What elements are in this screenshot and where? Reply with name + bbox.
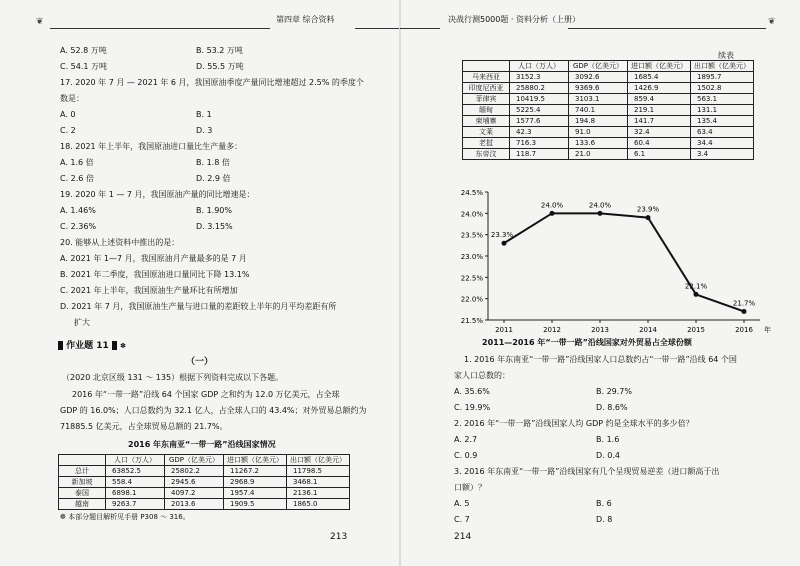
option-1d: D. 8.6% [596, 403, 628, 412]
table-cell: 5225.4 [510, 105, 569, 116]
table-title: 2016 年东南亚“一带一路”沿线国家情况 [128, 440, 276, 449]
table-cell: 133.6 [569, 138, 628, 149]
data-point [502, 241, 507, 246]
table-cell: 63852.5 [106, 466, 165, 477]
table-row [59, 477, 350, 488]
table-cell: 194.8 [569, 116, 628, 127]
table-header-row [463, 61, 754, 72]
question-3-cont: 口额）？ [454, 483, 486, 492]
data-label: 23.3% [490, 231, 514, 240]
x-tick-label: 2014 [639, 326, 657, 334]
table-cell: 25880.2 [510, 83, 569, 94]
table-cell: 6898.1 [106, 488, 165, 499]
header-ornament-icon: ❦ [36, 17, 44, 27]
option-1c: C. 19.9% [454, 403, 491, 412]
table-cell: 859.4 [628, 94, 691, 105]
option-17a: A. 0 [60, 110, 76, 119]
header-book-title: 决战行测5000题 · 资料分析（上册） [448, 15, 580, 24]
section-title: 作业题 11 [66, 341, 109, 351]
table-cell: 25802.2 [165, 466, 224, 477]
option-19b: B. 1.90% [196, 206, 232, 215]
option-2c: C. 0.9 [454, 451, 478, 460]
table-row-label: 东帝汶 [463, 149, 510, 160]
table-row-label: 菲律宾 [463, 94, 510, 105]
paragraph-line-3: 71885.5 亿美元，占全球贸易总额的 21.7%。 [60, 422, 228, 431]
x-tick-label: 2012 [543, 326, 561, 334]
country-data-table [58, 454, 350, 510]
table-header-cell [59, 455, 106, 466]
data-point [550, 211, 555, 216]
header-ornament-icon-right: ❦ [768, 17, 776, 27]
option-2a: A. 2.7 [454, 435, 478, 444]
y-tick-label: 22.5% [460, 274, 483, 283]
table-cell: 558.4 [106, 477, 165, 488]
x-tick-label: 2013 [591, 326, 609, 334]
header-chapter: 第四章 综合资料 [276, 15, 335, 24]
question-2: 2. 2016 年“一带一路”沿线国家人均 GDP 约是全球水平的多少倍？ [454, 419, 694, 428]
table-cell: 10419.5 [510, 94, 569, 105]
data-label: 23.9% [636, 205, 660, 214]
option-20c: C. 2021 年上半年，我国原油生产量环比有所增加 [60, 286, 238, 295]
option-20d-cont: 扩大 [74, 318, 90, 327]
question-20: 20. 能够从上述资料中推出的是： [60, 238, 180, 247]
option-18d: D. 2.9 倍 [196, 174, 231, 183]
option-3d: D. 8 [596, 515, 613, 524]
table-cell: 2968.9 [224, 477, 287, 488]
table-cell: 3092.6 [569, 72, 628, 83]
table-row-label: 柬埔寨 [463, 116, 510, 127]
subsection-label: （一） [186, 357, 214, 367]
section-heading [58, 341, 126, 351]
table-header-cell: 出口额（亿美元） [287, 455, 350, 466]
option-20b: B. 2021 年二季度，我国原油进口量同比下降 13.1% [60, 270, 250, 279]
option-17b: B. 1 [196, 110, 212, 119]
continued-label: 续表 [718, 51, 734, 60]
table-row [463, 72, 754, 83]
data-label: 24.0% [588, 201, 612, 210]
header-rule-left [50, 28, 270, 29]
option-3c: C. 7 [454, 515, 470, 524]
question-17-cont: 数是： [60, 94, 84, 103]
table-cell: 34.4 [691, 138, 754, 149]
table-cell: 1685.4 [628, 72, 691, 83]
question-1-cont: 家人口总数的： [454, 371, 510, 380]
table-cell: 9263.7 [106, 499, 165, 510]
option-2d: D. 0.4 [596, 451, 620, 460]
chart-title: 2011—2016 年“一带一路”沿线国家对外贸易占全球份额 [482, 338, 692, 347]
question-3: 3. 2016 年东南亚“一带一路”沿线国家有几个呈现贸易逆差（进口额高于出 [454, 467, 720, 476]
table-row [463, 94, 754, 105]
table-cell: 3468.1 [287, 477, 350, 488]
table-cell: 1426.9 [628, 83, 691, 94]
table-cell: 1909.5 [224, 499, 287, 510]
table-row [59, 488, 350, 499]
table-cell: 3.4 [691, 149, 754, 160]
question-17: 17. 2020 年 7 月 — 2021 年 6 月，我国原油季度产量同比增速超过 2.5% 的季度个 [60, 78, 364, 87]
option-20a: A. 2021 年 1—7 月，我国原油月产量最多的是 7 月 [60, 254, 247, 263]
paragraph-line-1: 2016 年“一带一路”沿线 64 个国家 GDP 之和约为 12.0 万亿美元，占全球 [72, 390, 340, 399]
table-header-cell: 进口额（亿美元） [224, 455, 287, 466]
option-16c: C. 54.1 万吨 [60, 62, 108, 71]
option-3b: B. 6 [596, 499, 612, 508]
table-cell: 32.4 [628, 127, 691, 138]
footnote: ❁ 本部分题目解析见手册 P308 ～ 316。 [60, 513, 190, 521]
y-tick-label: 21.5% [460, 317, 483, 325]
option-3a: A. 5 [454, 499, 470, 508]
table-header-cell: GDP（亿美元） [165, 455, 224, 466]
question-18: 18. 2021 年上半年，我国原油进口量比生产量多： [60, 142, 243, 151]
table-row [463, 127, 754, 138]
table-row-label: 老挝 [463, 138, 510, 149]
question-1: 1. 2016 年东南亚“一带一路”沿线国家人口总数约占“一带一路”沿线 64 个国 [464, 355, 737, 364]
table-cell: 1895.7 [691, 72, 754, 83]
option-16a: A. 52.8 万吨 [60, 46, 107, 55]
option-17d: D. 3 [196, 126, 213, 135]
data-label: 21.7% [732, 299, 756, 308]
table-cell: 3103.1 [569, 94, 628, 105]
table-header-row [59, 455, 350, 466]
y-tick-label: 22.0% [460, 295, 483, 304]
table-cell: 11798.5 [287, 466, 350, 477]
option-2b: B. 1.6 [596, 435, 620, 444]
table-row-label: 总计 [59, 466, 106, 477]
right-page [400, 0, 800, 566]
y-tick-label: 23.5% [460, 231, 483, 240]
option-18a: A. 1.6 倍 [60, 158, 94, 167]
y-tick-label: 24.0% [460, 210, 483, 219]
table-row [463, 105, 754, 116]
table-row [59, 466, 350, 477]
table-cell: 141.7 [628, 116, 691, 127]
option-19c: C. 2.36% [60, 222, 97, 231]
table-cell: 2013.6 [165, 499, 224, 510]
table-cell: 3152.3 [510, 72, 569, 83]
x-unit-label: 年 [764, 326, 771, 334]
table-row [463, 149, 754, 160]
data-label: 24.0% [540, 201, 564, 210]
table-cell: 6.1 [628, 149, 691, 160]
data-point [694, 292, 699, 297]
table-cell: 131.1 [691, 105, 754, 116]
data-point [598, 211, 603, 216]
y-tick-label: 24.5% [460, 189, 483, 197]
table-cell: 63.4 [691, 127, 754, 138]
table-cell: 135.4 [691, 116, 754, 127]
data-label: 22.1% [684, 282, 708, 291]
table-row-label: 泰国 [59, 488, 106, 499]
option-19a: A. 1.46% [60, 206, 96, 215]
table-cell: 2945.6 [165, 477, 224, 488]
table-cell: 118.7 [510, 149, 569, 160]
trade-share-line-chart [448, 186, 788, 334]
data-point [742, 309, 747, 314]
option-20d: D. 2021 年 7 月，我国原油生产量与进口量的差距较上半年的月平均差距有所 [60, 302, 337, 311]
table-cell: 740.1 [569, 105, 628, 116]
x-tick-label: 2016 [735, 326, 753, 334]
table-cell: 42.3 [510, 127, 569, 138]
page-number-right: 214 [454, 532, 472, 542]
table-row-label: 文莱 [463, 127, 510, 138]
table-cell: 219.1 [628, 105, 691, 116]
table-cell: 4097.2 [165, 488, 224, 499]
table-header-cell: 人口（万人） [106, 455, 165, 466]
section-mark-icon: ✽ [120, 342, 126, 350]
table-cell: 1577.6 [510, 116, 569, 127]
option-17c: C. 2 [60, 126, 76, 135]
table-header-cell: 出口额（亿美元） [691, 61, 754, 72]
table-cell: 563.1 [691, 94, 754, 105]
series-line [504, 213, 744, 311]
section-bar-icon-right [112, 341, 117, 350]
question-19: 19. 2020 年 1 — 7 月，我国原油产量的同比增速是： [60, 190, 255, 199]
table-row-label: 越南 [59, 499, 106, 510]
table-row [59, 499, 350, 510]
paragraph-line-2: GDP 的 16.0%；人口总数约为 32.1 亿人，占全球人口的 43.4%；对外贸易总额约为 [60, 406, 367, 415]
table-cell: 21.0 [569, 149, 628, 160]
table-cell: 716.3 [510, 138, 569, 149]
table-header-cell: 人口（万人） [510, 61, 569, 72]
table-header-cell: GDP（亿美元） [569, 61, 628, 72]
table-row-label: 缅甸 [463, 105, 510, 116]
table-cell: 9369.6 [569, 83, 628, 94]
page-number-left: 213 [330, 532, 348, 542]
table-header-cell: 进口额（亿美元） [628, 61, 691, 72]
table-header-cell [463, 61, 510, 72]
table-row-label: 马来西亚 [463, 72, 510, 83]
table-cell: 1502.8 [691, 83, 754, 94]
option-1b: B. 29.7% [596, 387, 632, 396]
section-bar-icon [58, 341, 63, 350]
option-1a: A. 35.6% [454, 387, 490, 396]
table-cell: 1865.0 [287, 499, 350, 510]
table-row-label: 印度尼西亚 [463, 83, 510, 94]
intro-text: （2020 北京区级 131 ～ 135）根据下列资料完成以下各题。 [62, 373, 284, 382]
option-19d: D. 3.15% [196, 222, 233, 231]
table-cell: 11267.2 [224, 466, 287, 477]
country-data-table-continued [462, 60, 754, 160]
table-row [463, 116, 754, 127]
x-tick-label: 2015 [687, 326, 705, 334]
table-cell: 91.0 [569, 127, 628, 138]
table-cell: 60.4 [628, 138, 691, 149]
y-tick-label: 23.0% [460, 253, 483, 261]
table-row [463, 138, 754, 149]
option-18c: C. 2.6 倍 [60, 174, 94, 183]
option-16b: B. 53.2 万吨 [196, 46, 243, 55]
table-cell: 2136.1 [287, 488, 350, 499]
table-cell: 1957.4 [224, 488, 287, 499]
table-row-label: 新加坡 [59, 477, 106, 488]
data-point [646, 215, 651, 220]
option-18b: B. 1.8 倍 [196, 158, 230, 167]
x-tick-label: 2011 [495, 326, 513, 334]
table-row [463, 83, 754, 94]
header-rule-left-end [355, 28, 400, 29]
option-16d: D. 55.5 万吨 [196, 62, 244, 71]
header-rule-right [568, 28, 766, 29]
header-rule-right-start [400, 28, 440, 29]
